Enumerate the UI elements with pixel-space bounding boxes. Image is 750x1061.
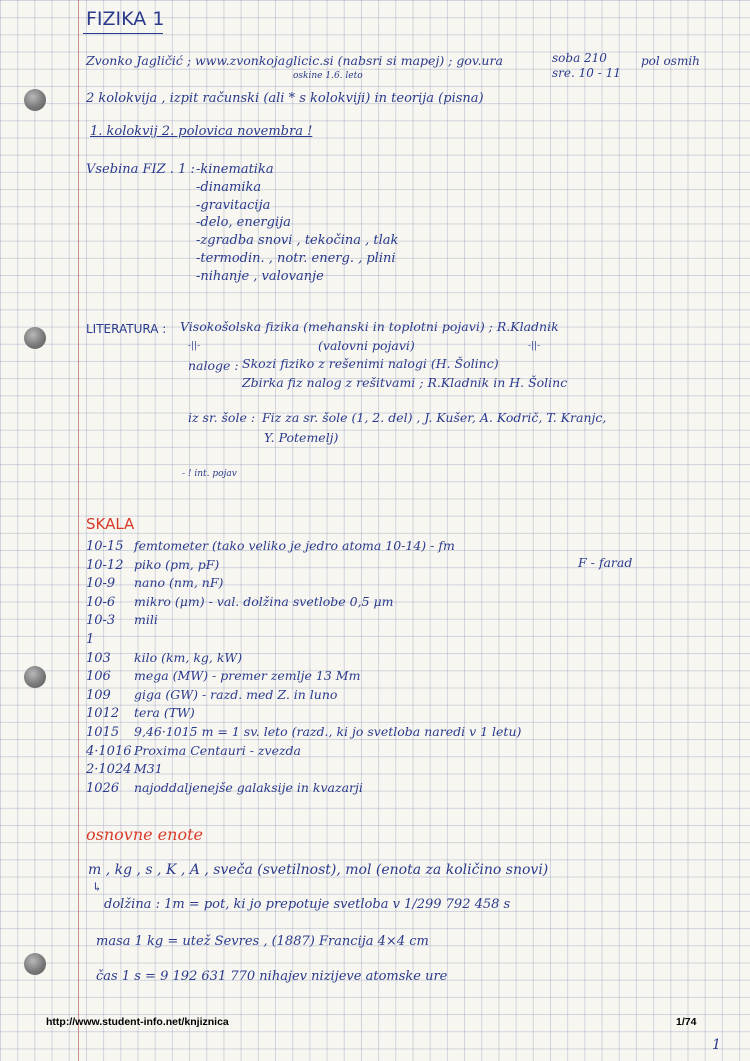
vsebina-item: -kinematika — [196, 162, 274, 177]
skala-description: 9,46·1015 m = 1 sv. leto (razd., ki jo svetloba naredi v 1 letu) — [134, 724, 522, 739]
skala-power: 10-6 — [86, 595, 116, 610]
skala-description: najoddaljenejše galaksije in kvazarji — [134, 780, 363, 795]
vsebina-item: -nihanje , valovanje — [196, 269, 324, 284]
srednja-sola-line-2: Y. Potemelj) — [264, 430, 339, 445]
punch-hole — [24, 89, 46, 111]
dolzina-definition: dolžina : 1m = pot, ki jo prepotuje svetloba v 1/299 792 458 s — [104, 897, 511, 912]
header-small-note: oskine 1.6. leto — [293, 71, 363, 81]
punch-hole — [24, 953, 46, 975]
naloge-line-1: Skozi fiziko z rešenimi nalogi (H. Šolinc) — [242, 356, 499, 371]
skala-description: giga (GW) - razd. med Z. in luno — [134, 687, 338, 702]
skala-description: mili — [134, 612, 158, 627]
skala-power: 4·1016 — [86, 744, 132, 759]
literatura-ditto-right: -||- — [528, 341, 541, 351]
skala-power: 109 — [86, 688, 111, 703]
arrow-icon: ↳ — [92, 880, 103, 894]
masa-definition: masa 1 kg = utež Sevres , (1887) Francija 4×4 cm — [96, 934, 429, 949]
vsebina-item: -gravitacija — [196, 198, 271, 213]
corner-page-number: 1 — [712, 1037, 721, 1053]
skala-description: Proxima Centauri - zvezda — [134, 743, 302, 758]
skala-power: 106 — [86, 669, 111, 684]
skala-power: 1 — [86, 632, 95, 647]
header-side-note: pol osmih — [641, 54, 700, 68]
skala-side-note: F - farad — [578, 555, 633, 570]
skala-description: femtometer (tako veliko je jedro atoma 10-14) - fm — [134, 538, 455, 553]
page-title: FIZIKA 1 — [86, 8, 165, 30]
header-hours: sre. 10 - 11 — [552, 66, 621, 80]
skala-description: kilo (km, kg, kW) — [134, 650, 243, 665]
margin-line — [78, 0, 79, 1061]
skala-power: 103 — [86, 651, 111, 666]
vsebina-item: -zgradba snovi , tekočina , tlak — [196, 233, 399, 248]
skala-power: 10-12 — [86, 558, 124, 573]
cas-definition: čas 1 s = 9 192 631 770 nihajev nizijeve atomske ure — [96, 969, 448, 984]
skala-power: 1026 — [86, 781, 120, 796]
footer-page-number: 1/74 — [676, 1016, 697, 1028]
skala-description: mega (MW) - premer zemlje 13 Mm — [134, 668, 361, 683]
punch-hole — [24, 666, 46, 688]
literatura-note: - ! int. pojav — [182, 469, 237, 479]
skala-description: tera (TW) — [134, 705, 195, 720]
osnovne-enote-heading: osnovne enote — [86, 825, 203, 844]
vsebina-label: Vsebina FIZ . 1 : — [86, 162, 195, 177]
header-line-1: Zvonko Jagličić ; www.zvonkojaglicic.si (nabsri si mapej) ; gov.ura — [86, 53, 503, 68]
skala-power: 2·1024 — [86, 762, 132, 777]
skala-power: 1015 — [86, 725, 120, 740]
naloge-label: naloge : — [188, 358, 239, 373]
header-line-3: 1. kolokvij 2. polovica novembra ! — [90, 124, 313, 139]
skala-description: mikro (μm) - val. dolžina svetlobe 0,5 μm — [134, 594, 394, 609]
vsebina-item: -termodin. , notr. energ. , plini — [196, 251, 396, 266]
literatura-label: LITERATURA : — [86, 322, 167, 336]
vsebina-item: -dinamika — [196, 180, 262, 195]
header-room: soba 210 — [552, 51, 607, 65]
punch-hole — [24, 327, 46, 349]
skala-heading: SKALA — [86, 515, 135, 533]
literatura-line-1: Visokošolska fizika (mehanski in toplotni pojavi) ; R.Kladnik — [180, 319, 559, 334]
literatura-line-2: (valovni pojavi) — [318, 338, 415, 353]
naloge-line-2: Zbirka fiz nalog z rešitvami ; R.Kladnik in H. Šolinc — [242, 375, 568, 390]
skala-power: 10-9 — [86, 576, 116, 591]
header-line-2: 2 kolokvija , izpit računski (ali * s kolokviji) in teorija (pisna) — [86, 91, 484, 106]
skala-description: nano (nm, nF) — [134, 575, 224, 590]
skala-power: 10-3 — [86, 613, 116, 628]
title-underline — [83, 33, 163, 34]
osnovne-enote-line: m , kg , s , K , A , sveča (svetilnost), mol (enota za količino snovi) — [88, 862, 549, 878]
footer-url[interactable]: http://www.student-info.net/knjiznica — [46, 1016, 229, 1028]
srednja-sola-label: iz sr. šole : — [188, 410, 256, 425]
skala-power: 10-15 — [86, 539, 124, 554]
skala-power: 1012 — [86, 706, 120, 721]
srednja-sola-line-1: Fiz za sr. šole (1, 2. del) , J. Kušer, A. Kodrič, T. Kranjc, — [262, 410, 607, 425]
literatura-ditto-left: -||- — [188, 341, 201, 351]
skala-description: piko (pm, pF) — [134, 557, 220, 572]
vsebina-item: -delo, energija — [196, 215, 291, 230]
skala-description: M31 — [134, 761, 163, 776]
